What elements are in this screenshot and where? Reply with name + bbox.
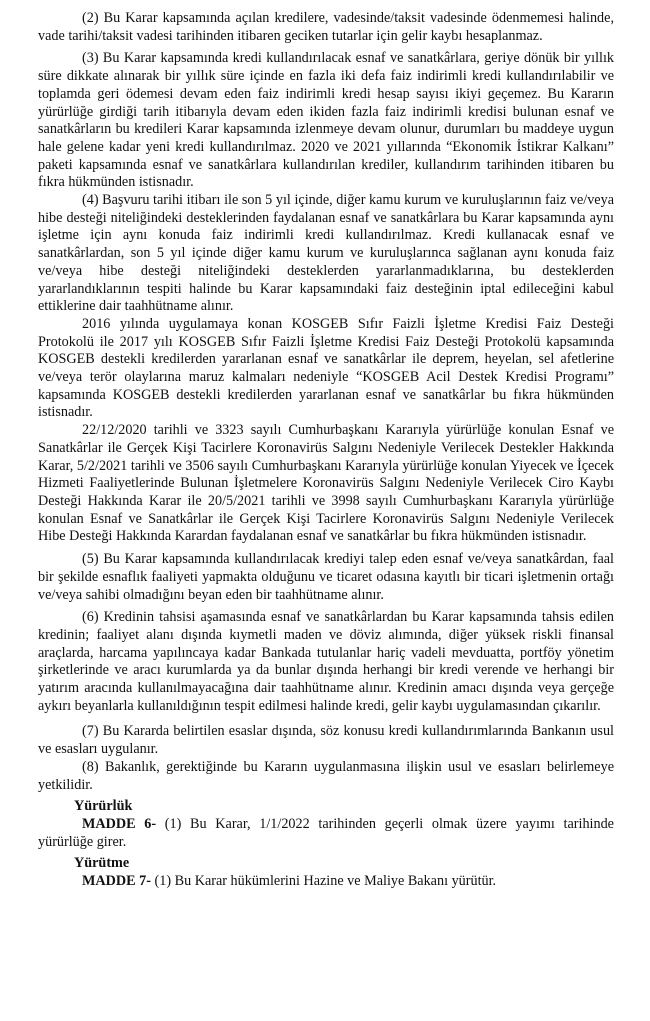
paragraph-3: (3) Bu Karar kapsamında kredi kullandırılacak esnaf ve sanatkârlara, geriye dönük bir yıllık süre dikkate alınarak bir yıllık süre içinde en fazla iki defa faiz indirimli kredi kullandırılabilir ve toplamda geri ödemesi devam eden faiz indirimli kredi hesap sayısı ikiyi geçemez. Bu Kararın yürürlüğe girdiği tarih itibarıyla devam eden ikiden fazla faiz indirimli kredisi bulunan esnaf ve sanatkârların bu kredileri Karar kapsamında izlenmeye devam olunur, durumları bu maddeye uygun hale gelene kadar yeni kredi kullandırılmaz. 2020 ve 2021 yıllarında “Ekonomik İstikrar Kalkanı” paketi kapsamında esnaf ve sanatkârlara kullandırılan krediler, kullandırım tarihinden itibaren bu fıkra hükmünden istisnadır. [38, 50, 614, 191]
document-page [38, 10, 614, 891]
paragraph-4-kosgeb: 2016 yılında uygulamaya konan KOSGEB Sıfır Faizli İşletme Kredisi Faiz Desteği Protokolü ile 2017 yılı KOSGEB Sıfır Faizli İşletme Kredisi Faiz Desteği Protokolü kapsamında KOSGEB destekli kredilerden yararlanan esnaf ve sanatkârlar ile deprem, heyelan, sel afetlerine ve/veya terör olaylarına maruz kalmaları nedeniyle “KOSGEB Acil Destek Kredisi Programı” kapsamında KOSGEB destekli kredilerden yararlanan esnaf ve sanatkârlar bu fıkra hükmünden istisnadır. [38, 315, 614, 421]
article-6-label: MADDE 6- [82, 815, 157, 832]
paragraph-2: (2) Bu Karar kapsamında açılan kredilere, vadesinde/taksit vadesinde ödenmemesi halinde, vade tarihi/taksit vadesi tarihinden itibaren geciken tutarlar için gelir kaybı hesaplanmaz. [38, 10, 614, 44]
paragraph-8: (8) Bakanlık, gerektiğinde bu Kararın uygulanmasına ilişkin usul ve esasları belirlemeye yetkilidir. [38, 758, 614, 793]
paragraph-7: (7) Bu Kararda belirtilen esaslar dışında, söz konusu kredi kullandırımlarında Bankanın usul ve esasları uygulanır. [38, 723, 614, 758]
paragraph-5: (5) Bu Karar kapsamında kullandırılacak krediyi talep eden esnaf ve/veya sanatkârdan, faal bir şekilde esnaflık faaliyeti yapmakta olduğunu ve ticaret odasına kayıtlı bir ticari işletmenin ortağı ve/veya sahibi olmadığını beyan eden bir taahhütname alınır. [38, 551, 614, 603]
section-heading-yururluk: Yürürlük [74, 798, 133, 815]
article-7-text: (1) Bu Karar hükümlerini Hazine ve Maliye Bakanı yürütür. [150, 873, 497, 890]
article-6 [38, 816, 614, 851]
article-6-text: (1) Bu Karar, 1/1/2022 tarihinden geçerli olmak üzere yayımı tarihinde yürürlüğe girer. [38, 815, 614, 850]
paragraph-6: (6) Kredinin tahsisi aşamasında esnaf ve sanatkârlardan bu Karar kapsamında tahsis edilen kredinin; faaliyet alanı dışında kıymetli maden ve döviz alımında, diğer yüksek riskli finansal araçlarda, harcama yapılıncaya kadar Bankada tutulanlar hariç vadeli mevduatta, portföy yönetim şirketlerinde ve aracı kurumlarda ya da bunlar dışında herhangi bir kredi verende ve herhangi bir yatırım aracında kullanılmayacağına dair taahhütname alınır. Kredinin amacı dışında veya gerçeğe aykırı beyanlarla kullanıldığının tespit edilmesi halinde kredi, gelir kaybı uygulamasından çıkarılır. [38, 609, 614, 714]
paragraph-4-exemption: 22/12/2020 tarihli ve 3323 sayılı Cumhurbaşkanı Kararıyla yürürlüğe konulan Esnaf ve Sanatkârlar ile Gerçek Kişi Tacirlere Koronavirüs Salgını Nedeniyle Verilecek Destekler Hakkında Karar, 5/2/2021 tarihli ve 3506 sayılı Cumhurbaşkanı Kararıyla yürürlüğe konulan Yiyecek ve İçecek Hizmeti Faaliyetlerinde Bulunan İşletmelere Koronavirüs Salgını Nedeniyle Verilecek Ciro Kaybı Desteği Hakkında Karar ile 20/5/2021 tarihli ve 3998 sayılı Cumhurbaşkanı Kararıyla yürürlüğe konulan Esnaf ve Sanatkârlar ile Gerçek Kişi Tacirlere Koronavirüs Salgını Nedeniyle Verilecek Hibe Desteği Hakkında Karardan faydalanan esnaf ve sanatkârlar bu fıkra hükmünden istisnadır. [38, 422, 614, 545]
section-heading-yurutme: Yürütme [74, 855, 130, 872]
paragraph-4: (4) Başvuru tarihi itibarı ile son 5 yıl içinde, diğer kamu kurum ve kuruluşlarının faiz ve/veya hibe desteği niteliğindeki desteklerinden faydalanan esnaf ve sanatkârlara bu Karar kapsamında aynı işletme için aynı konuda faiz indirimli kredi kullandırılmaz. Kredi kullanacak esnaf ve sanatkârlardan, son 5 yıl içinde diğer kamu kurum ve kuruluşlarınca sağlanan aynı konuda faiz ve/veya hibe desteği niteliğindeki desteklerden yararlanmadıklarına, bu desteklerden yararlandıklarının tespiti halinde bu Karar kapsamındaki faiz desteğinin iptal edileceğini kabul ettiklerine dair taahhütname alınır. [38, 192, 614, 315]
article-7-label: MADDE 7- [82, 873, 151, 890]
article-7 [38, 873, 614, 891]
